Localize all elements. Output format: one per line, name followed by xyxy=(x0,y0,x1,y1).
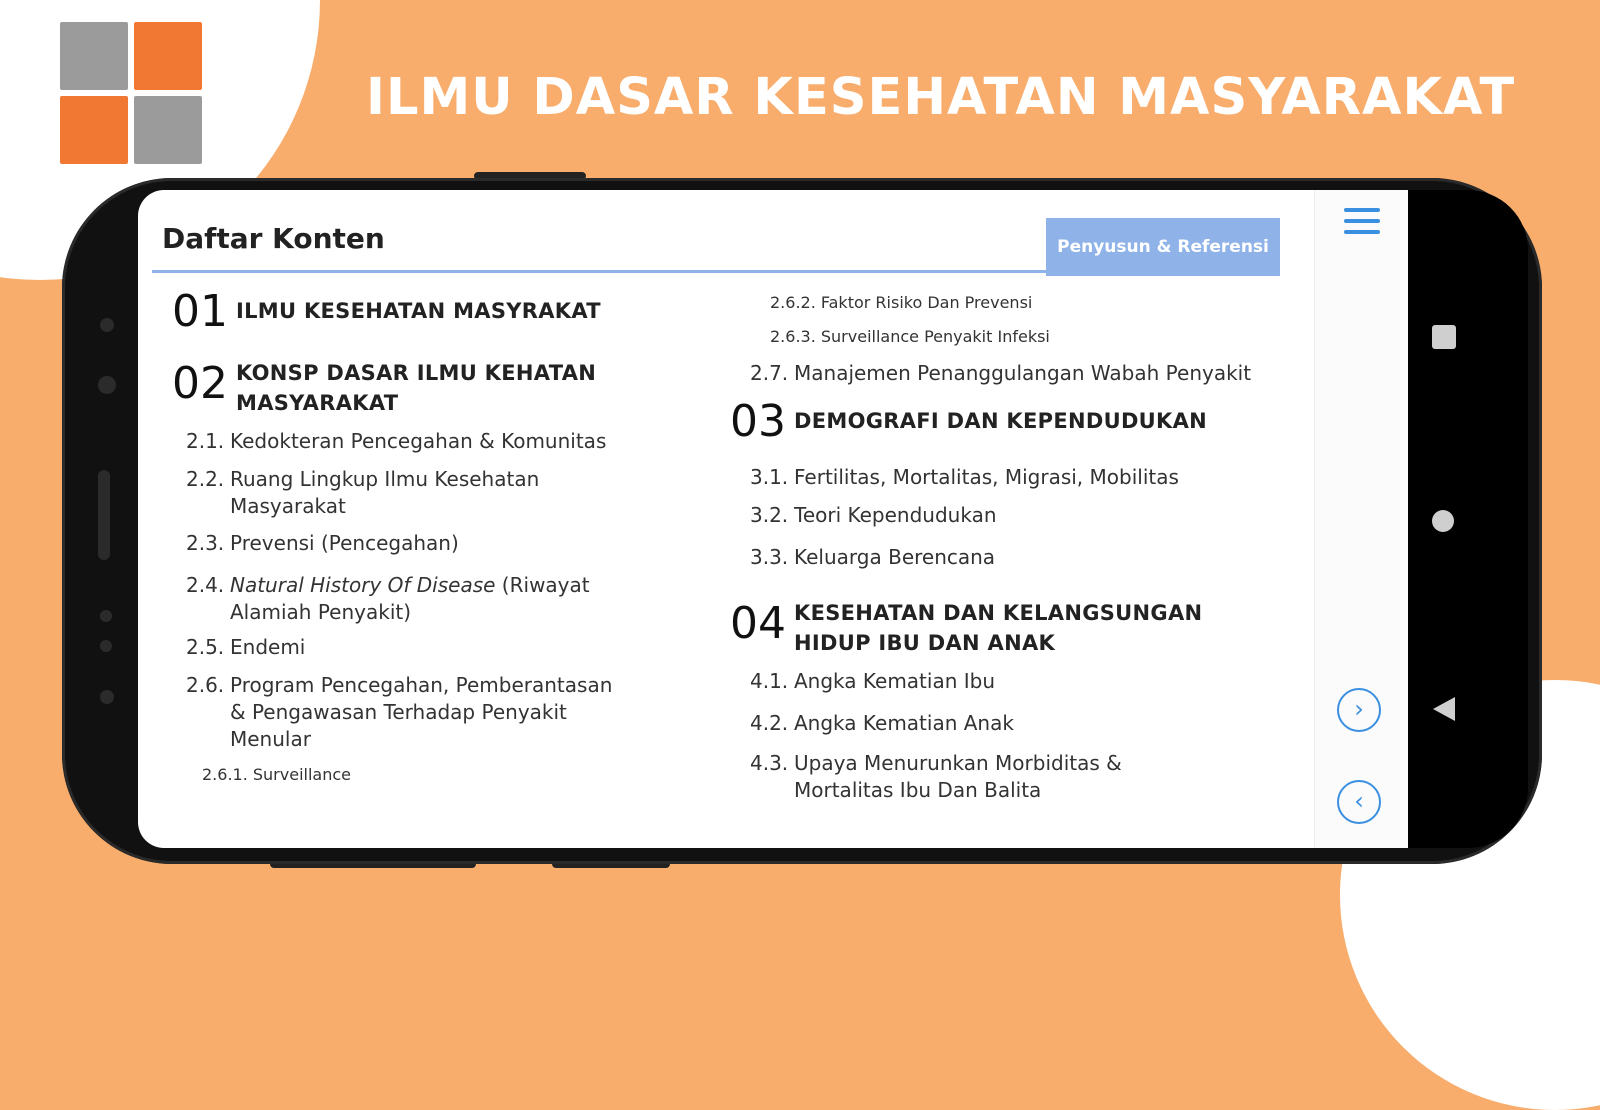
section-number: 03 xyxy=(730,396,786,447)
chevron-left-icon[interactable]: ‹ xyxy=(1337,780,1381,824)
reference-button[interactable]: Penyusun & Referensi xyxy=(1046,218,1280,276)
section-number: 02 xyxy=(172,358,228,409)
home-icon[interactable] xyxy=(1432,510,1454,532)
section-01[interactable] xyxy=(172,288,601,336)
system-nav-bar xyxy=(1408,190,1528,848)
section-title: DEMOGRAFI DAN KEPENDUDUKAN xyxy=(794,409,1208,433)
section-02[interactable] xyxy=(172,356,596,418)
section-title: KESEHATAN DAN KELANGSUNGAN HIDUP IBU DAN ANAK xyxy=(794,601,1203,655)
title-divider xyxy=(152,270,1280,273)
hamburger-icon[interactable] xyxy=(1344,208,1380,236)
section-title: KONSP DASAR ILMU KEHATAN MASYARAKAT xyxy=(236,361,597,415)
list-item[interactable]: 3.3. Keluarga Berencana xyxy=(750,545,996,569)
logo-square xyxy=(134,22,202,90)
list-item[interactable]: 2.1. Kedokteran Pencegahan & Komunitas xyxy=(186,429,607,453)
sub-list-item[interactable]: 2.6.3. Surveillance Penyakit Infeksi xyxy=(770,327,1050,346)
list-item[interactable]: 3.1. Fertilitas, Mortalitas, Migrasi, Mobilitas xyxy=(750,465,1179,489)
section-title: ILMU KESEHATAN MASYRAKAT xyxy=(236,299,601,323)
banner-headline: ILMU DASAR KESEHATAN MASYARAKAT xyxy=(366,68,1516,127)
section-number: 04 xyxy=(730,598,786,649)
app-logo xyxy=(60,22,202,164)
sub-list-item[interactable]: 2.6.2. Faktor Risiko Dan Prevensi xyxy=(770,293,1033,312)
list-item[interactable]: 3.2. Teori Kependudukan xyxy=(750,503,997,527)
section-number: 01 xyxy=(172,286,228,337)
list-item[interactable]: 4.3. Upaya Menurunkan Morbiditas & Mortalitas Ibu Dan Balita xyxy=(750,751,1122,802)
list-item[interactable]: 2.5. Endemi xyxy=(186,635,306,659)
recents-icon[interactable] xyxy=(1432,325,1456,349)
page-title: Daftar Konten xyxy=(162,222,385,255)
list-item[interactable]: 2.6. Program Pencegahan, Pemberantasan & Pengawasan Terhadap Penyakit Menular xyxy=(186,673,613,751)
side-panel xyxy=(1314,190,1409,848)
back-icon[interactable] xyxy=(1433,697,1455,721)
list-item[interactable]: 4.1. Angka Kematian Ibu xyxy=(750,669,996,693)
logo-square xyxy=(134,96,202,164)
list-item[interactable]: 2.4. Natural History Of Disease (Riwayat Alamiah Penyakit) xyxy=(186,573,590,624)
logo-square xyxy=(60,96,128,164)
list-item[interactable]: 2.2. Ruang Lingkup Ilmu Kesehatan Masyarakat xyxy=(186,467,540,518)
sub-list-item[interactable]: 2.6.1. Surveillance xyxy=(202,765,351,784)
logo-square xyxy=(60,22,128,90)
section-04[interactable] xyxy=(730,596,1202,658)
section-03[interactable] xyxy=(730,398,1207,446)
list-item[interactable]: 2.3. Prevensi (Pencegahan) xyxy=(186,531,459,555)
list-item[interactable]: 4.2. Angka Kematian Anak xyxy=(750,711,1014,735)
chevron-right-icon[interactable]: › xyxy=(1337,688,1381,732)
list-item[interactable]: 2.7. Manajemen Penanggulangan Wabah Penyakit xyxy=(750,361,1252,385)
